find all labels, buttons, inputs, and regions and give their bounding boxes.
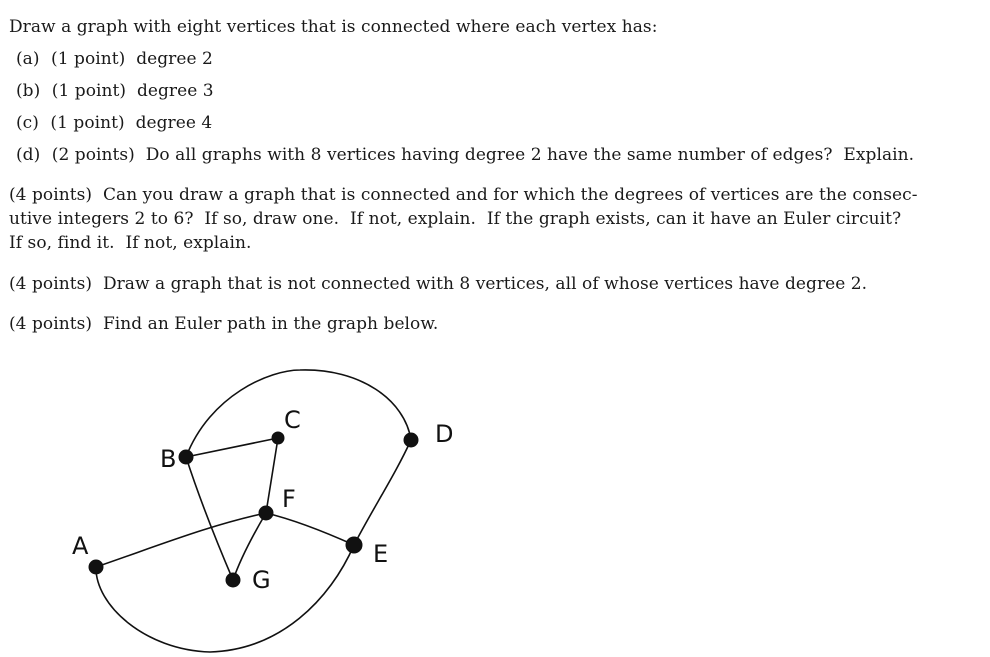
vertex-a xyxy=(89,560,103,574)
vertex-label-d: D xyxy=(435,420,454,448)
part-d-text: (2 points) Do all graphs with 8 vertices having degree 2 have the same number of edges? Explain. xyxy=(51,145,915,165)
vertex-label-c: C xyxy=(284,406,301,434)
vertex-label-f: F xyxy=(282,485,296,513)
vertex-label-b: B xyxy=(160,445,177,473)
part-c-text: (1 point) degree 4 xyxy=(50,113,213,133)
part-d xyxy=(16,145,914,165)
vertex-e xyxy=(346,537,362,553)
edge-b-d xyxy=(186,370,411,457)
part-b xyxy=(16,81,214,101)
question2-line2: utive integers 2 to 6? If so, draw one. If not, explain. If the graph exists, can it have an Euler circuit? xyxy=(9,209,902,229)
part-b-label: (b) xyxy=(16,81,41,101)
vertex-label-e: E xyxy=(373,540,389,568)
part-c-label: (c) xyxy=(16,113,39,133)
vertex-label-g: G xyxy=(252,566,271,594)
vertex-c xyxy=(272,432,284,444)
part-a xyxy=(16,49,213,69)
question2-line1: (4 points) Can you draw a graph that is connected and for which the degrees of vertices are the consec- xyxy=(9,185,918,205)
part-d-label: (d) xyxy=(16,145,41,165)
vertex-b xyxy=(179,450,193,464)
part-b-text: (1 point) degree 3 xyxy=(51,81,214,101)
edge-b-g xyxy=(186,457,233,580)
vertex-f xyxy=(259,506,273,520)
part-a-label: (a) xyxy=(16,49,40,69)
question3-text: (4 points) Draw a graph that is not connected with 8 vertices, all of whose vertices have degree 2. xyxy=(9,274,868,294)
question4-text: (4 points) Find an Euler path in the graph below. xyxy=(9,314,439,334)
edge-c-f xyxy=(266,438,278,513)
part-c xyxy=(16,113,212,133)
vertex-label-a: A xyxy=(72,532,89,560)
edge-d-e xyxy=(354,440,411,545)
edge-b-c xyxy=(186,438,278,457)
edge-a-e xyxy=(96,545,354,652)
part-a-text: (1 point) degree 2 xyxy=(51,49,213,69)
intro-text: Draw a graph with eight vertices that is connected where each vertex has: xyxy=(9,17,658,37)
question2-line3: If so, find it. If not, explain. xyxy=(9,233,252,253)
vertex-d xyxy=(404,433,418,447)
edge-a-f xyxy=(96,513,266,567)
vertex-g xyxy=(226,573,240,587)
edge-f-e xyxy=(266,513,354,545)
edge-f-g xyxy=(233,513,266,580)
